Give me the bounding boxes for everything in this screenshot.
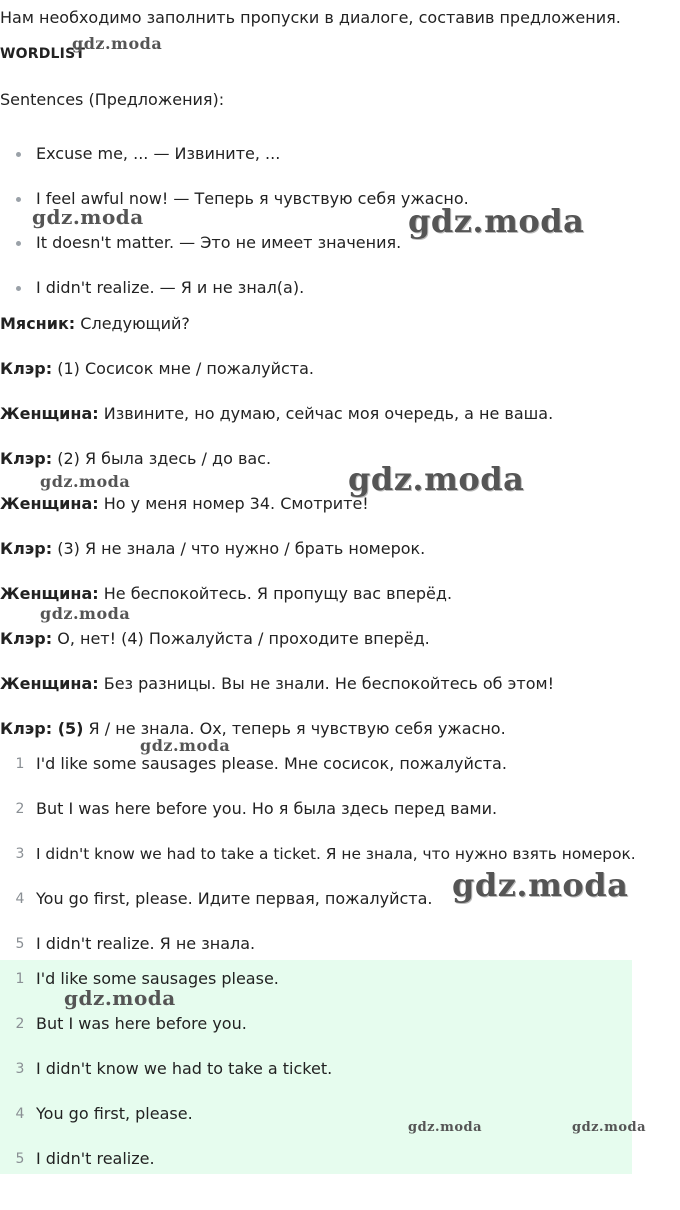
item-number: 2 <box>15 801 25 817</box>
speaker: Мясник: <box>0 314 76 333</box>
item-text: I'd like some sausages please. <box>36 969 279 988</box>
dialogue-text: О, нет! (4) Пожалуйста / проходите вперёд. <box>52 629 430 648</box>
watermark: gdz.moda <box>72 34 163 53</box>
watermark: gdz.moda <box>408 202 585 240</box>
dialogue-line <box>0 629 430 649</box>
watermark: gdz.moda <box>64 986 176 1010</box>
item-number: 4 <box>15 1106 25 1122</box>
speaker: Женщина: <box>0 404 99 423</box>
item-number: 2 <box>15 1016 25 1032</box>
speaker: Клэр: <box>0 359 53 378</box>
dialogue-line <box>0 404 553 424</box>
item-text: I didn't realize. <box>36 1149 155 1168</box>
watermark: gdz.moda <box>40 604 131 623</box>
intro-text: Нам необходимо заполнить пропуски в диалоге, составив предложения. <box>0 8 621 27</box>
speaker: Клэр: <box>0 449 53 468</box>
speaker: Женщина: <box>0 494 99 513</box>
item-text: You go first, please. <box>36 1104 193 1123</box>
dialogue-text: (2) Я была здесь / до вас. <box>52 449 272 468</box>
speaker: Женщина: <box>0 674 99 693</box>
speaker: Женщина: <box>0 584 99 603</box>
item-text: I didn't know we had to take a ticket. Я не знала, что нужно взять номерок. <box>36 845 636 863</box>
watermark: gdz.moda <box>408 1120 483 1135</box>
watermark: gdz.moda <box>32 205 144 229</box>
item-number: 3 <box>15 846 25 862</box>
item-text: I didn't realize. Я не знала. <box>36 934 256 953</box>
item-number: 1 <box>15 971 25 987</box>
dialogue-text: Без разницы. Вы не знали. Не беспокойтесь об этом! <box>98 674 554 693</box>
item-text: You go first, please. Идите первая, пожалуйста. <box>36 889 433 908</box>
speaker: Клэр: <box>0 539 53 558</box>
bullet-dot <box>16 197 21 202</box>
item-text: But I was here before you. Но я была здесь перед вами. <box>36 799 498 818</box>
item-number: 5 <box>15 1151 25 1167</box>
dialogue-text: Не беспокойтесь. Я пропущу вас вперёд. <box>98 584 453 603</box>
bullet-dot <box>16 241 21 246</box>
dialogue-line <box>0 359 314 379</box>
watermark: gdz.moda <box>452 866 629 904</box>
watermark: gdz.moda <box>348 460 525 498</box>
item-number: 4 <box>15 891 25 907</box>
watermark: gdz.moda <box>140 736 231 755</box>
dialogue-text: (3) Я не знала / что нужно / брать номерок. <box>52 539 426 558</box>
dialogue-text: (1) Сосисок мне / пожалуйста. <box>52 359 314 378</box>
watermark: gdz.moda <box>572 1120 647 1135</box>
dialogue-line <box>0 674 554 694</box>
item-number: 3 <box>15 1061 25 1077</box>
sentences-heading: Sentences (Предложения): <box>0 90 225 109</box>
dialogue-line <box>0 719 506 739</box>
dialogue-line <box>0 584 452 604</box>
watermark: gdz.moda <box>40 472 131 491</box>
dialogue-text: Следующий? <box>75 314 190 333</box>
dialogue-line <box>0 539 425 559</box>
dialogue-text: Я / не знала. Ох, теперь я чувствую себя ужасно. <box>83 719 506 738</box>
dialogue-line <box>0 449 271 469</box>
bullet-dot <box>16 152 21 157</box>
dialogue-text: Но у меня номер 34. Смотрите! <box>98 494 369 513</box>
dialogue-line <box>0 494 369 514</box>
wordlist-label: WORDLIST <box>0 46 86 62</box>
item-number: 1 <box>15 756 25 772</box>
speaker: Клэр: <box>0 629 53 648</box>
bullet-dot <box>16 286 21 291</box>
dialogue-text: Извините, но думаю, сейчас моя очередь, а не ваша. <box>98 404 554 423</box>
speaker: Клэр: (5) <box>0 719 84 738</box>
item-text: I'd like some sausages please. Мне сосисок, пожалуйста. <box>36 754 507 773</box>
item-text: I didn't know we had to take a ticket. <box>36 1059 333 1078</box>
item-text: But I was here before you. <box>36 1014 247 1033</box>
dialogue-line <box>0 314 190 334</box>
item-number: 5 <box>15 936 25 952</box>
